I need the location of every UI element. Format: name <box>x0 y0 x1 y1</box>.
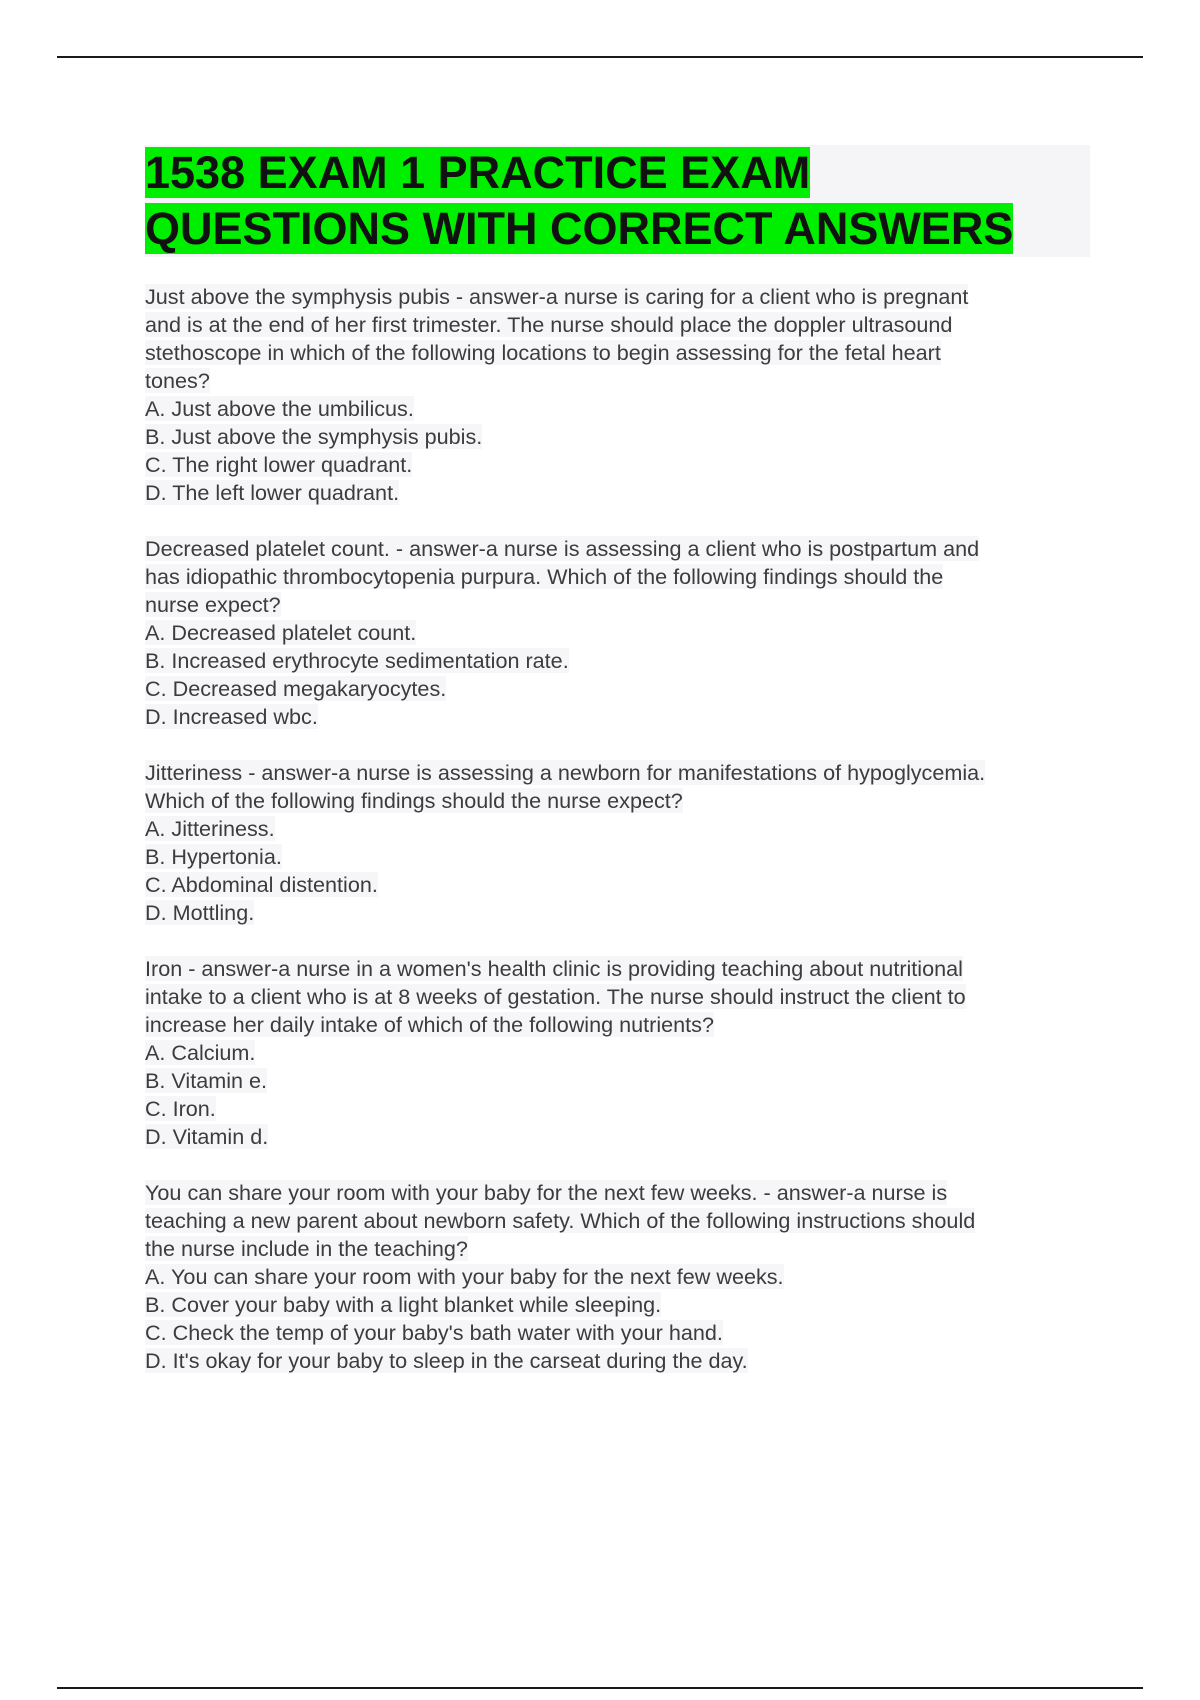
question-line: Decreased platelet count. - answer-a nurse is assessing a client who is postpartum and <box>145 536 980 561</box>
answer-options <box>145 1263 1090 1375</box>
title-line-2: QUESTIONS WITH CORRECT ANSWERS <box>145 203 1014 254</box>
page-title <box>145 145 1090 257</box>
question-block-2 <box>145 535 1090 731</box>
answer-options <box>145 1039 1090 1151</box>
option-c: C. Iron. <box>145 1096 216 1121</box>
question-line: Which of the following findings should the nurse expect? <box>145 788 683 813</box>
title-block <box>145 145 1090 257</box>
option-c: C. Abdominal distention. <box>145 872 378 897</box>
question-block-3 <box>145 759 1090 927</box>
option-b: B. Cover your baby with a light blanket while sleeping. <box>145 1292 662 1317</box>
answer-options <box>145 395 1090 507</box>
option-a: A. Calcium. <box>145 1040 256 1065</box>
option-a: A. Decreased platelet count. <box>145 620 417 645</box>
question-text <box>145 759 1090 815</box>
question-text <box>145 283 1090 395</box>
question-line: tones? <box>145 368 210 393</box>
option-a: A. Just above the umbilicus. <box>145 396 414 421</box>
option-d: D. Mottling. <box>145 900 255 925</box>
question-line: teaching a new parent about newborn safety. Which of the following instructions should <box>145 1208 976 1233</box>
option-a: A. Jitteriness. <box>145 816 275 841</box>
question-text <box>145 1179 1090 1263</box>
question-text <box>145 955 1090 1039</box>
question-block-5 <box>145 1179 1090 1375</box>
question-block-1 <box>145 283 1090 507</box>
question-line: the nurse include in the teaching? <box>145 1236 468 1261</box>
option-b: B. Vitamin e. <box>145 1068 268 1093</box>
question-block-4 <box>145 955 1090 1151</box>
question-line: Iron - answer-a nurse in a women's health clinic is providing teaching about nutritional <box>145 956 963 981</box>
option-a: A. You can share your room with your baby for the next few weeks. <box>145 1264 784 1289</box>
option-b: B. Hypertonia. <box>145 844 282 869</box>
question-line: and is at the end of her first trimester. The nurse should place the doppler ultrasound <box>145 312 953 337</box>
option-c: C. The right lower quadrant. <box>145 452 413 477</box>
question-text <box>145 535 1090 619</box>
answer-options <box>145 619 1090 731</box>
footer-rule <box>57 1687 1143 1689</box>
option-c: C. Decreased megakaryocytes. <box>145 676 447 701</box>
question-line: Just above the symphysis pubis - answer-a nurse is caring for a client who is pregnant <box>145 284 969 309</box>
answer-options <box>145 815 1090 927</box>
option-d: D. Increased wbc. <box>145 704 318 729</box>
document-body <box>145 145 1090 1403</box>
option-d: D. It's okay for your baby to sleep in the carseat during the day. <box>145 1348 748 1373</box>
question-line: has idiopathic thrombocytopenia purpura. Which of the following findings should the <box>145 564 944 589</box>
question-line: nurse expect? <box>145 592 281 617</box>
title-line-1: 1538 EXAM 1 PRACTICE EXAM <box>145 147 811 198</box>
question-line: intake to a client who is at 8 weeks of gestation. The nurse should instruct the client to <box>145 984 966 1009</box>
header-rule <box>57 56 1143 58</box>
question-line: stethoscope in which of the following locations to begin assessing for the fetal heart <box>145 340 941 365</box>
option-d: D. Vitamin d. <box>145 1124 269 1149</box>
option-b: B. Increased erythrocyte sedimentation rate. <box>145 648 569 673</box>
question-line: You can share your room with your baby for the next few weeks. - answer-a nurse is <box>145 1180 948 1205</box>
option-c: C. Check the temp of your baby's bath water with your hand. <box>145 1320 723 1345</box>
option-b: B. Just above the symphysis pubis. <box>145 424 483 449</box>
option-d: D. The left lower quadrant. <box>145 480 400 505</box>
question-line: Jitteriness - answer-a nurse is assessing a newborn for manifestations of hypoglycemia. <box>145 760 986 785</box>
question-line: increase her daily intake of which of the following nutrients? <box>145 1012 714 1037</box>
